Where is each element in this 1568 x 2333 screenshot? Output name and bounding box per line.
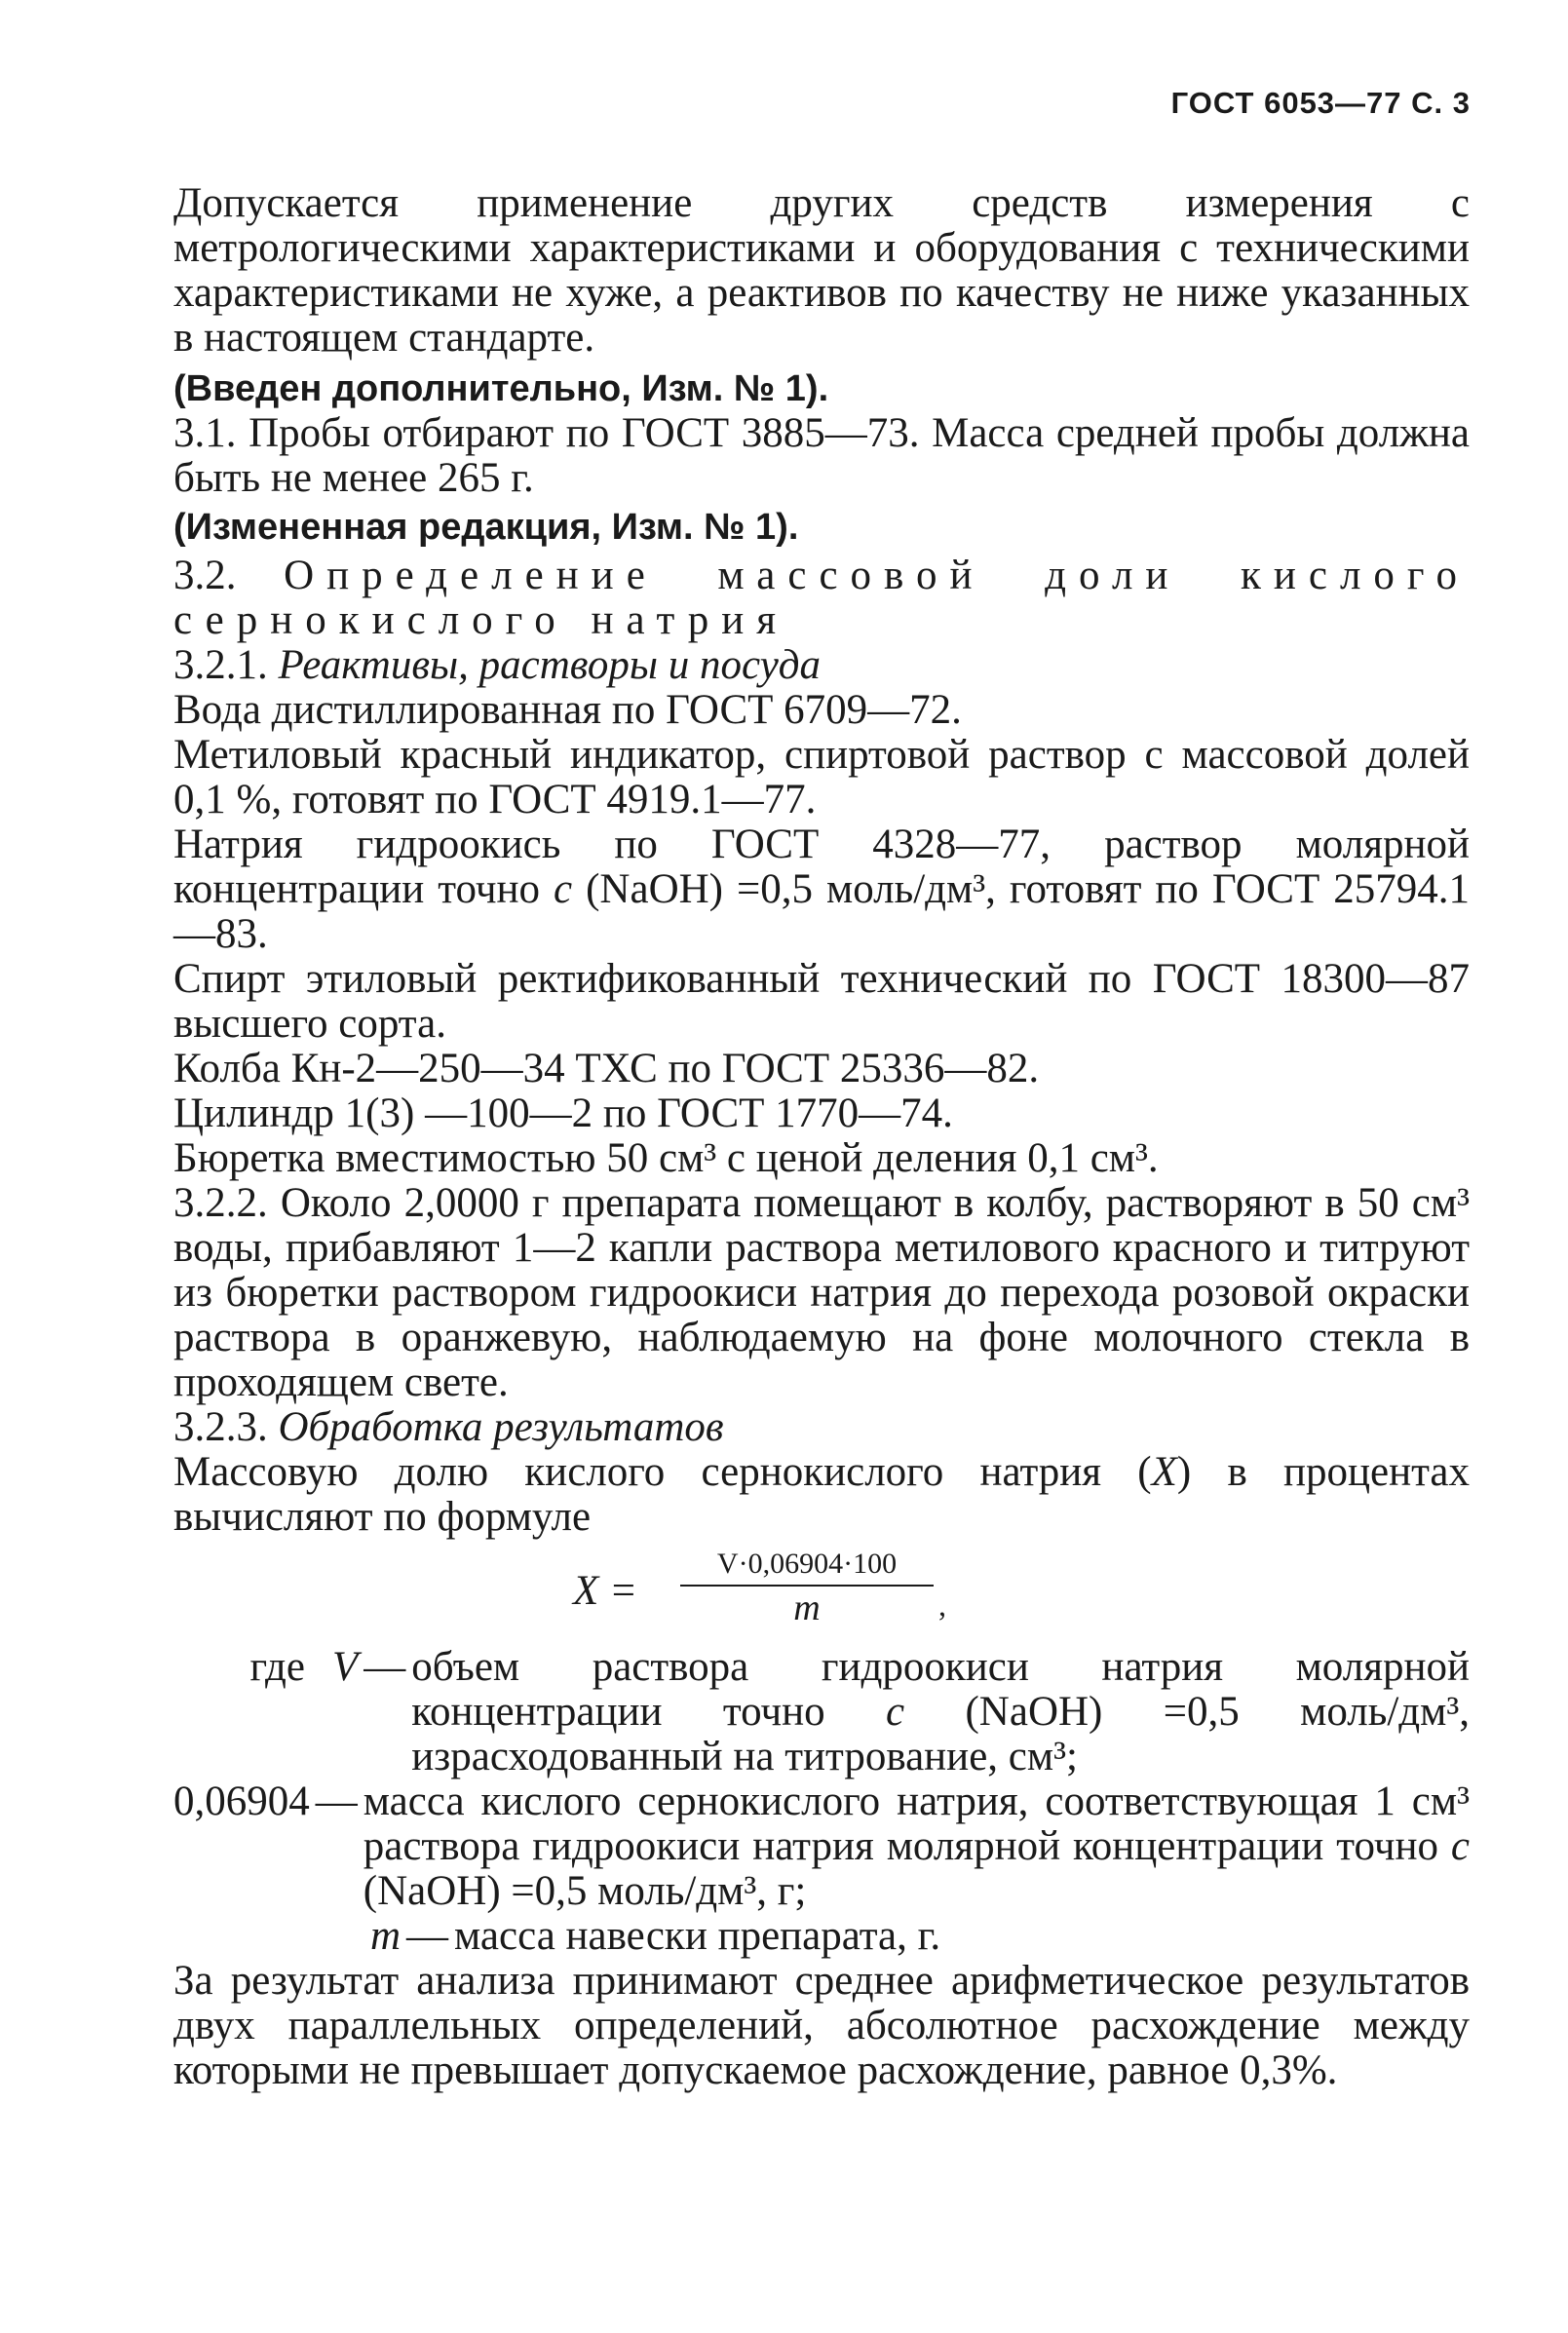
- paragraph-permission-text: Допускается применение других средств измерения с метрологическими характеристиками и оборудования с техническими характеристиками не хуже, а реактивов по качеству не ниже указанных в настоящем стандарте.: [173, 180, 1470, 361]
- section-3-2-3-heading: [173, 1405, 1470, 1450]
- document-body: [173, 181, 1470, 2093]
- definition-m-body: [454, 1914, 1470, 1959]
- definition-v-text-b: (NaOH) =0,5 моль/дм³, израсходованный на титрование, см³;: [411, 1689, 1470, 1779]
- definition-m: [173, 1914, 1470, 1959]
- formula-trailing-comma: ,: [938, 1587, 946, 1623]
- reagent-water-text: Вода дистиллированная по ГОСТ 6709—72.: [173, 687, 962, 733]
- definition-constant-dash: —: [315, 1778, 358, 1824]
- definition-m-symbol: m: [369, 1913, 401, 1959]
- reagent-methyl-red-text: Метиловый красный индикатор, спиртовой раствор с массовой долей 0,1 %, готовят по ГОСТ 4919.1—77.: [173, 732, 1470, 822]
- reagent-naoh-text-b: (NaOH) =0,5 моль/дм³, готовят по ГОСТ 25794.1—83.: [173, 866, 1470, 957]
- definition-constant-body: [363, 1779, 1470, 1914]
- reagent-methyl-red: [173, 733, 1470, 822]
- standard-reference: ГОСТ 6053—77 С. 3: [1170, 86, 1471, 120]
- equipment-burette: [173, 1136, 1470, 1181]
- section-3-2-1-heading: [173, 643, 1470, 688]
- equipment-cylinder: [173, 1091, 1470, 1136]
- reagent-naoh-concentration-symbol: с: [554, 866, 573, 912]
- definition-constant-symbol: 0,06904: [173, 1778, 310, 1824]
- page-header: [1171, 86, 1471, 121]
- calculation-intro: [173, 1450, 1470, 1540]
- definition-v-text-a: объем раствора гидроокиси натрия молярной концентрации точно: [411, 1644, 1470, 1735]
- calculation-intro-text-b: ) в процентах вычисляют по формуле: [173, 1449, 1471, 1540]
- definition-v-term: [173, 1645, 305, 1690]
- formula: [173, 1546, 1470, 1643]
- definition-m-term: [173, 1914, 454, 1959]
- equipment-burette-text: Бюретка вместимостью 50 см³ с ценой деления 0,1 см³.: [173, 1135, 1159, 1181]
- definition-constant-text-b: (NaOH) =0,5 моль/дм³, г;: [363, 1868, 807, 1914]
- amendment-note-1: [173, 366, 1470, 411]
- definition-v: [173, 1645, 1470, 1779]
- section-3-2-1-number: 3.2.1.: [173, 642, 268, 688]
- reagent-ethanol: [173, 957, 1470, 1047]
- formula-denominator: m: [793, 1587, 821, 1628]
- definition-constant-concentration-symbol: с: [1450, 1823, 1470, 1869]
- reagent-ethanol-text: Спирт этиловый ректификованный технический по ГОСТ 18300—87 высшего сорта.: [173, 956, 1470, 1047]
- section-3-2-3-number: 3.2.3.: [173, 1404, 268, 1450]
- definition-m-text: масса навески препарата, г.: [454, 1913, 941, 1959]
- definition-m-dash: —: [406, 1913, 448, 1959]
- clause-3-1-text: 3.1. Пробы отбирают по ГОСТ 3885—73. Масса средней пробы должна быть не менее 265 г.: [173, 410, 1470, 501]
- section-3-2-3-title: Обработка результатов: [278, 1404, 724, 1450]
- formula-fraction: [680, 1546, 934, 1629]
- formula-lhs: X =: [573, 1568, 638, 1614]
- clause-3-2-2: [173, 1181, 1470, 1405]
- reagent-sodium-hydroxide: [173, 822, 1470, 957]
- definition-v-dash: —: [363, 1644, 406, 1690]
- reagent-naoh-text-a: Натрия гидроокись по ГОСТ 4328—77, раствор молярной концентрации точно: [173, 822, 1470, 912]
- definition-constant-text-a: масса кислого сернокислого натрия, соответствующая 1 см³ раствора гидроокиси натрия молярной концентрации точно: [363, 1778, 1470, 1869]
- section-3-2-heading: [173, 554, 1470, 643]
- equipment-flask-text: Колба Кн-2—250—34 ТХС по ГОСТ 25336—82.: [173, 1046, 1040, 1091]
- calculation-intro-text-a: Массовую долю кислого сернокислого натрия (: [173, 1449, 1152, 1495]
- calculation-intro-x-symbol: X: [1151, 1449, 1177, 1495]
- amendment-note-2-text: (Измененная редакция, Изм. № 1).: [173, 507, 799, 548]
- clause-3-1: [173, 411, 1470, 501]
- formula-numerator: V·0,06904·100: [680, 1546, 934, 1587]
- reagent-water: [173, 688, 1470, 733]
- definition-v-symbol: V: [332, 1644, 359, 1690]
- section-3-2-1-title: Реактивы, растворы и посуда: [278, 642, 821, 688]
- equipment-flask: [173, 1047, 1470, 1091]
- clause-3-2-2-text: 3.2.2. Около 2,0000 г препарата помещают в колбу, растворяют в 50 см³ воды, прибавляют 1—2 капли раствора метилового красного и титруют из бюретки раствором гидроокиси натрия до перехода розовой окраски раствора в оранжевую, наблюдаемую на фоне молочного стекла в проходящем свете.: [173, 1180, 1470, 1405]
- definition-constant: [173, 1779, 1470, 1914]
- paragraph-permission: [173, 181, 1470, 361]
- definition-v-body: [305, 1645, 1470, 1779]
- definition-constant-term: [173, 1779, 363, 1824]
- conclusion-paragraph: [173, 1959, 1470, 2093]
- section-3-2-title: Определение массовой доли кислого сернокислого натрия: [173, 553, 1470, 643]
- amendment-note-2: [173, 505, 1470, 550]
- conclusion-text: За результат анализа принимают среднее арифметическое результатов двух параллельных определений, абсолютное расхождение между которыми не превышает допускаемое расхождение, равное 0,3%.: [173, 1958, 1470, 2093]
- variable-definitions: [173, 1645, 1470, 1959]
- definition-lead-word: где: [249, 1644, 305, 1690]
- equipment-cylinder-text: Цилиндр 1(3) —100—2 по ГОСТ 1770—74.: [173, 1090, 953, 1136]
- definition-v-concentration-symbol: с: [886, 1689, 905, 1735]
- section-3-2-number: 3.2.: [173, 553, 237, 598]
- amendment-note-1-text: (Введен дополнительно, Изм. № 1).: [173, 368, 829, 409]
